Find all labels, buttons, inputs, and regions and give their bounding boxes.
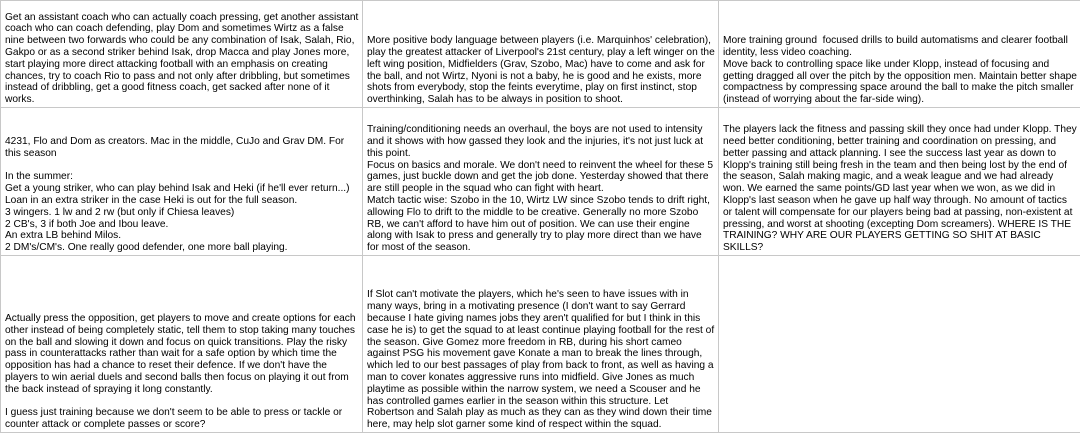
cell-r2-c2[interactable]: Training/conditioning needs an overhaul, the boys are not used to intensity and it shows with how gassed they look and the injuries, it's not just luck at this point. Focus on basics and morale. We don't need to reinvent the wheel for these 5 games, just buckle down and get the job done. Yesterday showed that there are still people in the squad who can fight with heart. Match tactic wise: Szobo in the 10, Wirtz LW since Szobo tends to drift right, allowing Flo to drift to the middle to be creative. Generally no more Szobo RB, we can't afford to have him out of position. We can use their engine along with Isak to press and generally try to play more direct than we have for most of the season. <box>363 108 719 256</box>
table-row <box>1 108 1080 256</box>
cell-r1-c3[interactable]: More training ground focused drills to build automatisms and clearer football identity, less video coaching. Move back to controlling space like under Klopp, instead of focusing and getting dragged all over the pitch by the opposition men. Maintain better shape compactness by compressing space around the ball to make the pitch smaller (instead of worrying about the far-side wing). <box>719 1 1080 108</box>
cell-r1-c2[interactable]: More positive body language between players (i.e. Marquinhos' celebration), play the greatest attacker of Liverpool's 21st century, play a left winger on the left wing position, Midfielders (Grav, Szobo, Mac) have to come and ask for the ball, and not Wirtz, Nyoni is not a baby, he is good and he exists, more shots from everybody, stop the feints everytime, play on first instinct, stop overthinking, Salah has to be always in position to shoot. <box>363 1 719 108</box>
cell-r3-c3[interactable] <box>719 256 1080 433</box>
cell-r2-c3[interactable]: The players lack the fitness and passing skill they once had under Klopp. They need better conditioning, better training and coordination on pressing, and better passing and attack planning. I see the success last year as down to Klopp's training still being fresh in the team and then being lost by the end of the season, Salah making magic, and a weak league and we had already won. We earned the same points/GD last year when we won, as we did in Klopp's last season when he gave up half way through. No amount of tactics or talent will compensate for our players being bad at passing, non-existent at pressing, and worst at shooting (excepting Dom screamers). WHERE IS THE TRAINING? WHY ARE OUR PLAYERS GETTING SO SHIT AT BASIC SKILLS? <box>719 108 1080 256</box>
cell-r1-c1[interactable]: Get an assistant coach who can actually coach pressing, get another assistant coach who can coach defending, play Dom and sometimes Wirtz as a false nine between two forwards who could be any combination of Isak, Salah, Rio, Gakpo or as a second striker behind Isak, drop Macca and play Jones more, start playing more direct attacking football with an emphasis on creating chances, try to coach Rio to pass and not only after dribbling, but sometimes instead of dribbling, get a good fitness coach, get sacked after none of it works. <box>1 1 363 108</box>
table-row <box>1 256 1080 433</box>
cell-r2-c1[interactable]: 4231, Flo and Dom as creators. Mac in the middle, CuJo and Grav DM. For this season In the summer: Get a young striker, who can play behind Isak and Heki (if he'll ever return...) Loan in an extra striker in the case Heki is out for the full season. 3 wingers. 1 lw and 2 rw (but only if Chiesa leaves) 2 CB's, 3 if both Joe and Ibou leave. An extra LB behind Milos. 2 DM's/CM's. One really good defender, one more ball playing. <box>1 108 363 256</box>
cell-r3-c1[interactable]: Actually press the opposition, get players to move and create options for each other instead of being completely static, tell them to stop taking many touches on the ball and slowing it down and focus on quick transitions. Play the risky pass in counterattacks rather than wait for a safe option by which time the opposition has had a chance to reset their defence. If we don't have the players to win aerial duels and second balls then focus on playing it out from the back instead of spraying it long constantly. I guess just training because we don't seem to be able to press or tackle or counter attack or complete passes or score? <box>1 256 363 433</box>
table-row <box>1 1 1080 108</box>
cell-r3-c2[interactable]: If Slot can't motivate the players, which he's seen to have issues with in many ways, bring in a motivating presence (I don't want to say Gerrard because I hate giving names jobs they aren't qualified for but I think in this case he is) to get the squad to at least continue playing football for the rest of the season. Give Gomez more freedom in RB, during his short cameo against PSG his movement gave Konate a man to break the lines through, which led to our best passages of play from back to front, as well as having a man to cover konates aggressive runs into midfield. Give Jones as much playtime as possible within the narrow system, we need a Scouser and he has controlled games earlier in the season within this structure. Let Robertson and Salah play as much as they can as they wind down their time here, may help slot garner some kind of respect within the squad. <box>363 256 719 433</box>
